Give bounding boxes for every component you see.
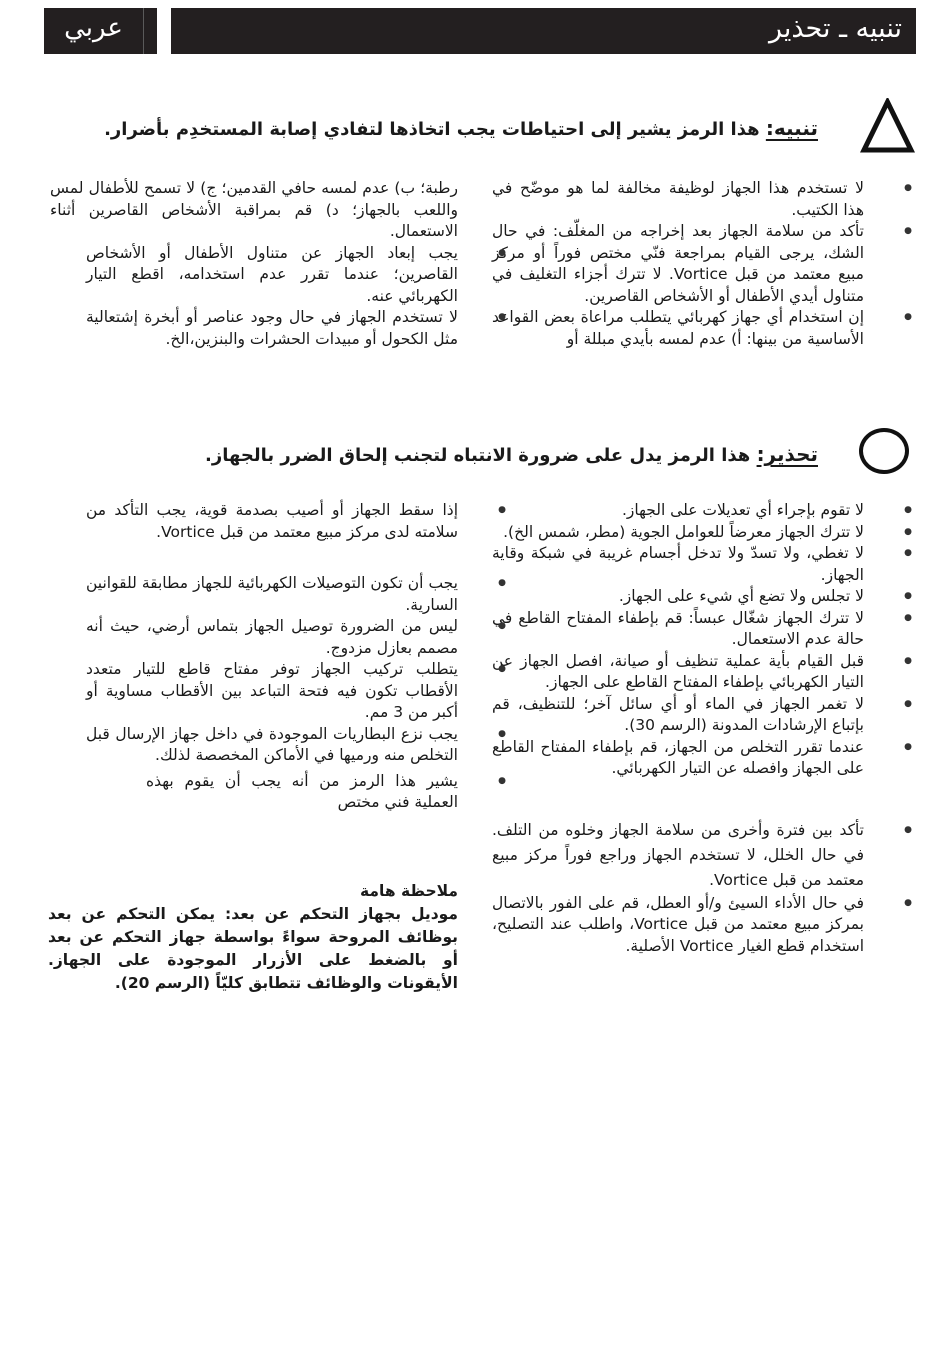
triangle-icon xyxy=(860,98,915,154)
language-label: عربي xyxy=(64,13,123,43)
warning-right-column xyxy=(492,500,864,957)
list-item: ● إن استخدام أي جهاز كهربائي يتطلب مراعاة بعض القواعد الأساسية من بينها: أ) عدم لمسه بأيدي مبللة أو xyxy=(492,307,864,350)
list-item xyxy=(86,771,458,814)
note-title: ملاحظة هامة xyxy=(360,882,458,900)
technician-note: يشير هذا الرمز من أنه يجب أن يقوم بهذه العملية فني مختص xyxy=(146,771,458,811)
caution-text: هذا الرمز يشير إلى احتياطات يجب اتخاذها لتفادي إصابة المستخدِم بأضرار. xyxy=(104,119,766,140)
list-item: ● تأكد من سلامة الجهاز بعد إخراجه من المغلّف: في حال الشك، يرجى القيام بمراجعة فنّي مختص فوراً أو مركز مبيع معتمد من قبل Vortice. لا تترك أجزاء التغليف في متناول أيدي الأطفال أو الأشخاص القاصرين. xyxy=(492,221,864,307)
warning-label: تحذير: xyxy=(756,442,818,466)
warning-heading xyxy=(205,442,818,466)
caution-label: تنبيه: xyxy=(765,116,818,140)
list-item: ● في حال الأداء السيئ و/أو العطل، قم على الفور بالاتصال بمركز مبيع معتمد من قبل Vortice، واطلب عند التصليح، استخدام قطع الغيار Vortice الأصلية. xyxy=(492,893,864,958)
important-note xyxy=(48,880,458,995)
page-title: تنبيه ـ تحذير xyxy=(768,13,902,44)
list-item: ● يتطلب تركيب الجهاز توفر مفتاح قاطع للتيار متعدد الأقطاب تكون فيه فتحة التباعد بين الأقطاب مساوية أو أكبر من 3 مم. xyxy=(86,659,458,724)
list-item: ● يجب نزع البطاريات الموجودة في داخل جهاز الإرسال قبل التخلص منه ورميها في الأماكن المخصصة لذلك. xyxy=(86,724,458,767)
list-item: ● يجب إبعاد الجهاز عن متناول الأطفال أو الأشخاص القاصرين؛ عندما تقرر عدم استخدامه، اقطع التيار الكهربائي عنه. xyxy=(86,243,458,308)
warning-left-column xyxy=(86,500,458,814)
list-item: ● لا تغمر الجهاز في الماء أو أي سائل آخر؛ للتنظيف، قم بإتباع الإرشادات المدونة (الرسم 30). xyxy=(492,694,864,737)
warning-text: هذا الرمز يدل على ضرورة الانتباه لتجنب إلحاق الضرر بالجهاز. xyxy=(205,445,757,466)
list-item: ● تأكد بين فترة وأخرى من سلامة الجهاز وخلوه من التلف. في حال الخلل، لا تستخدم الجهاز وراجع فوراً مركز مبيع معتمد من قبل Vortice. xyxy=(492,818,864,893)
list-item: ● ليس من الضرورة توصيل الجهاز بتماس أرضي، حيث أنه مصمم بعازل مزدوج. xyxy=(86,616,458,659)
caution-heading xyxy=(104,116,818,140)
spacer xyxy=(492,780,864,818)
list-item-continuation: رطبة؛ ب) عدم لمسه حافي القدمين؛ ج) لا تسمح للأطفال لمس واللعب بالجهاز؛ د) قم بمراقبة الأشخاص القاصرين أثناء الاستعمال. xyxy=(50,179,458,240)
list-item: ● لا تستخدم هذا الجهاز لوظيفة مخالفة لما هو موضّح في هذا الكتيب. xyxy=(492,178,864,221)
caution-left-column xyxy=(50,178,458,350)
list-item: ● يجب أن تكون التوصيلات الكهربائية للجهاز مطابقة للقوانين السارية. xyxy=(86,573,458,616)
divider xyxy=(143,8,144,54)
caution-right-column xyxy=(492,178,864,350)
title-bar xyxy=(171,8,916,54)
list-item: ● لا تستخدم الجهاز في حال وجود عناصر أو أبخرة إشتعالية مثل الكحول أو مبيدات الحشرات والبنزين،الخ. xyxy=(86,307,458,350)
list-item: ● عندما تقرر التخلص من الجهاز، قم بإطفاء المفتاح القاطع على الجهاز وافصله عن التيار الكهربائي. xyxy=(492,737,864,780)
language-tab xyxy=(44,8,157,54)
list-item: ● لا تقوم بإجراء أي تعديلات على الجهاز. xyxy=(492,500,864,522)
list-item: ● لا تجلس ولا تضع أي شيء على الجهاز. xyxy=(492,586,864,608)
list-item: ● قبل القيام بأية عملية تنظيف أو صيانة، افصل الجهاز عن التيار الكهربائي بإطفاء المفتاح القاطع على الجهاز. xyxy=(492,651,864,694)
list-item: ● إذا سقط الجهاز أو أصيب بصدمة قوية، يجب التأكد من سلامته لدى مركز مبيع معتمد من قبل Vortice. xyxy=(86,500,458,543)
circle-icon xyxy=(859,428,909,474)
note-text: موديل بجهاز التحكم عن بعد: يمكن التحكم عن بعد بوظائف المروحة سواءً بواسطة جهاز التحكم عن بعد أو بالضغط على الأزرار الموجودة على الجهاز. الأيقونات والوظائف تتطابق كليّاً (الرسم 20). xyxy=(48,905,458,992)
list-item: ● لا تغطي، ولا تسدّ ولا تدخل أجسام غريبة في شبكة وقاية الجهاز. xyxy=(492,543,864,586)
spacer xyxy=(86,543,458,573)
list-item: ● لا تترك الجهاز معرضاً للعوامل الجوية (مطر، شمس الخ). xyxy=(492,522,864,544)
list-item: ● لا تترك الجهاز شغّال عبساً: قم بإطفاء المفتاح القاطع في حالة عدم الاستعمال. xyxy=(492,608,864,651)
